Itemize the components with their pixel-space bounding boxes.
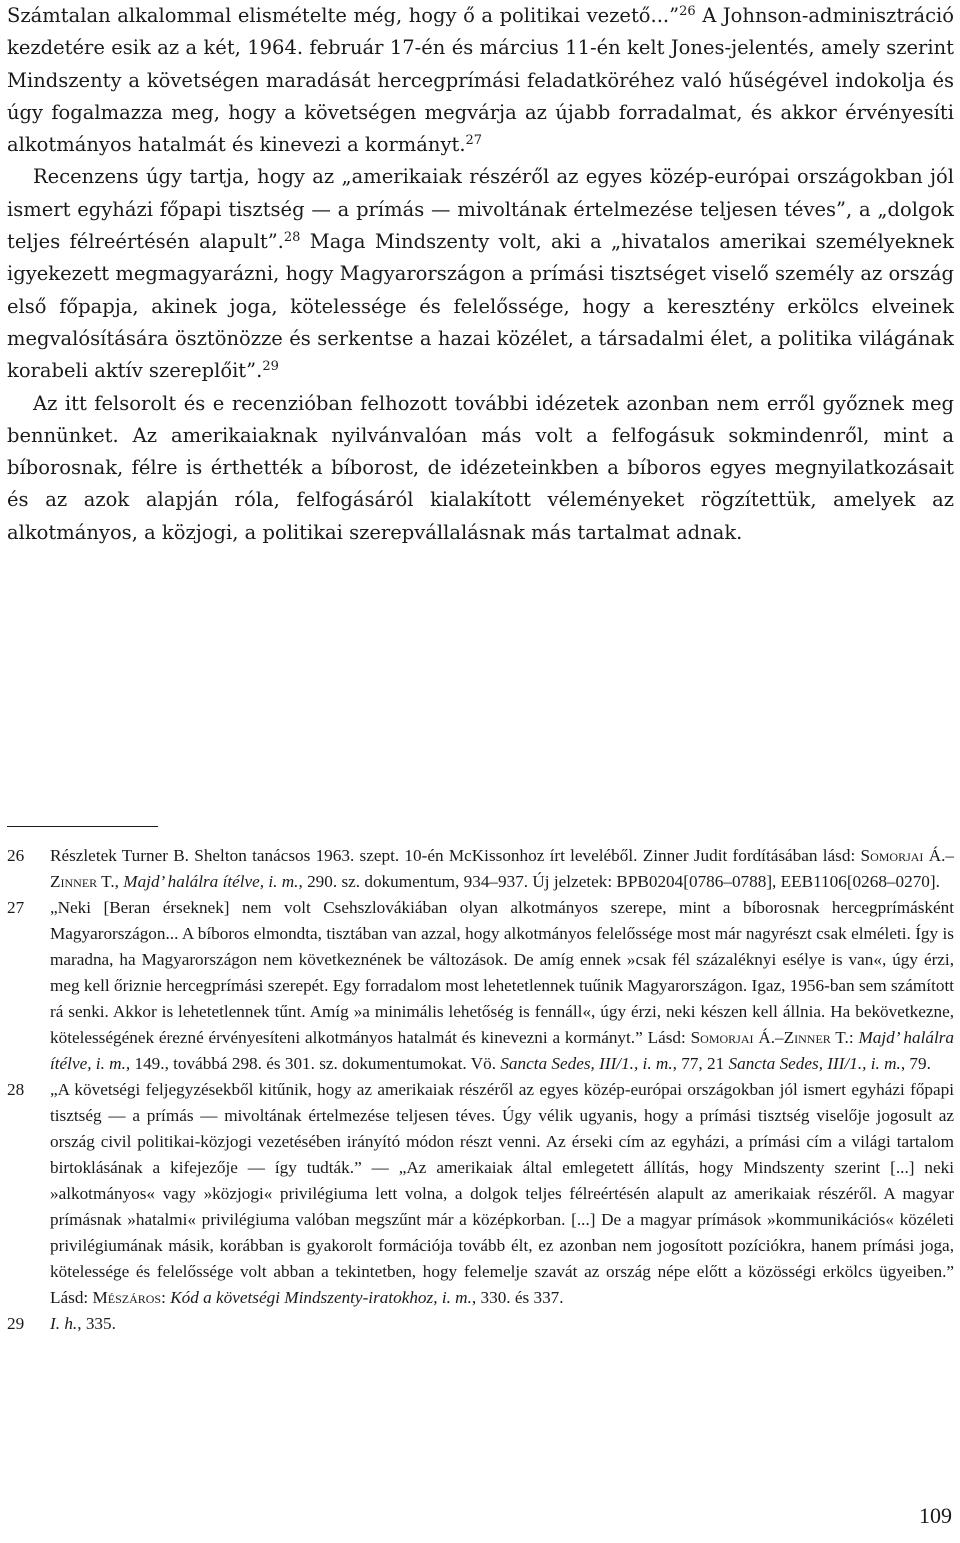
footnote-text: , 77, 21 [672, 1054, 729, 1073]
page-number: 109 [919, 1503, 952, 1528]
footnote-ref-27[interactable]: 27 [465, 133, 483, 149]
main-text [7, 0, 954, 549]
work-title: Sancta Sedes, III/1., i. m. [500, 1054, 673, 1073]
footnotes [7, 843, 954, 1337]
footnote-text: : [161, 1288, 171, 1307]
work-title: I. h. [50, 1314, 78, 1333]
work-title: Sancta Sedes, III/1., i. m. [728, 1054, 901, 1073]
footnote-text: Részletek Turner B. Shelton tanácsos 1963. szept. 10-én McKissonhoz írt leveléből. Zinner Judit fordításában lásd: [50, 846, 861, 865]
footnote-number: 28 [7, 1080, 25, 1099]
footnote-27 [7, 895, 954, 1077]
footnote-text: , 335. [77, 1314, 116, 1333]
paragraph-2-text-b: Maga Mindszenty volt, aki a „hivatalos amerikai személyeknek igyekezett megmagyarázni, hogy Magyarországon a prímási tisztséget viselő személy az ország első főpapja, akinek joga, kötelessége és felelőssége, hogy a keresztény erkölcs elveinek megvalósítására ösztönözze és serkentse a hazai közélet, a társadalmi élet, a politika világának korabeli aktív szereplőit”. [7, 230, 955, 383]
paragraph-1-text-b: A Johnson-adminisztráció kezdetére esik az a két, 1964. február 17-én és március 11-én kelt Jones-jelentés, amely szerint Mindszenty a követségen maradását hercegprímási feladatköréhez való hűségével indokolja és úgy fogalmazza meg, hogy a követségen megvárja az újabb forradalmat, és akkor érvényesíti alkotmányos hatalmát és kinevezi a kormányt. [7, 4, 954, 157]
work-title: Majd’ halálra ítélve, i. m. [123, 872, 299, 891]
footnote-text: „A követségi feljegyzésekből kitűnik, hogy az amerikaiak részéről az egyes közép-európai országokban jól ismert egyházi főpapi tisztség — a prímás — mivoltának értelmezése teljesen téves. Úgy vélik ugyanis, hogy a prímási tisztség viselője jogosult az ország civil politikai-közjogi vezetésében irányító módon részt venni. Az érseki cím az egyházi, a prímási cím a világi tartalom birtoklásának a kifejezője — így tudták.” — „Az amerikaiak által emlegetett állítás, hogy Mindszenty szerint [...] neki »alkotmányos« vagy »közjogi« privilégiuma lett volna, a dolgok teljes félreértésén alapult az amerikaiak részéről. A magyar prímásnak »hatalmi« privilégiuma valóban megszűnt már a középkorban. [...] De a magyar prímások »kommunikációs« közéleti privilégiumának másik, korábban is gyakorolt formációja tovább élt, ez azonban nem jogosított pozíciókra, hanem prímási joga, kötelessége és felelőssége volt abban a tekintetben, hogy felemelje szavát az ország népe előtt a közösségi erkölcs ügyeiben.” Lásd: [50, 1080, 954, 1307]
paragraph-1-text-a: Számtalan alkalommal elismételte még, hogy ő a politikai vezető...” [7, 4, 680, 27]
footnote-28 [7, 1077, 954, 1311]
footnote-ref-26[interactable]: 26 [679, 4, 696, 19]
author-name: Somorjai Á.–Zinner T. [50, 846, 954, 891]
footnote-text: 149., továbbá 298. és 301. sz. dokumentumokat. Vö. [130, 1054, 501, 1073]
paragraph-3: Az itt felsorolt és e recenzióban felhozott további idézetek azonban nem erről győznek meg bennünket. Az amerikaiaknak nyilvánvalóan más volt a felfogásuk sokmindenről, mint a bíborosnak, félre is érthették a bíborost, de idézeteinkben a bíboros egyes megnyilatkozásait és az azok alapján róla, felfogásáról kialakított véleményeket rögzítettük, amelyek az alkotmányos, a közjogi, a politikai szerepvállalásnak más tartalmat adnak. [7, 391, 954, 544]
document-page [7, 0, 955, 1333]
paragraph-1 [7, 0, 954, 161]
footnote-text: , 330. és 337. [471, 1288, 564, 1307]
footnote-text: , 290. sz. dokumentum, 934–937. Új jelzetek: BPB0204[0786–0788], EEB1106[0268–0270]. [298, 872, 940, 891]
footnote-26 [7, 843, 954, 895]
author-name: Mészáros [92, 1288, 162, 1307]
footnote-text: „Neki [Beran érseknek] nem volt Csehszlovákiában olyan alkotmányos szerepe, mint a bíborosnak hercegprímásként Magyarországon... A bíboros elmondta, tisztában van azzal, hogy alkotmányos felelőssége most már nagyrészt csak elméleti. Így is maradna, ha Magyarországon nem következnének be változások. De amíg ennek »csak fél százaléknyi esélye is van«, úgy érzi, meg kell őriznie hercegprímási szerepét. Egy forradalom most lehetetlennek tuűnik Magyarországon. Igaz, 1956-ban sem számított rá senki. Akkor is lehetetlennek tűnt. Amíg »a minimális lehetőség is fennáll«, úgy érzi, neki készen kell állnia. Ha bekövetkezne, kötelességének érezné érvényesíteni alkotmányos hatalmát és kinevezni a kormányt.” Lásd: [50, 898, 954, 1047]
footnote-number: 27 [7, 898, 25, 917]
paragraph-2 [7, 161, 954, 387]
work-title: Kód a követségi Mindszenty-iratokhoz, i. m. [170, 1288, 472, 1307]
author-name: Somorjai Á.–Zinner T. [690, 1028, 849, 1047]
footnote-ref-29[interactable]: 29 [262, 359, 279, 375]
footnote-divider [7, 826, 158, 827]
footnote-text: , 79. [900, 1054, 931, 1073]
footnote-text: , [114, 872, 124, 891]
paragraph-2-text-a: Recenzens úgy tartja, hogy az „amerikaiak részéről az egyes közép-európai országokban jól ismert egyházi főpapi tisztség — a prímás — mivoltának értelmezése teljesen téves”, a „dolgok teljes félreértésén alapult”. [7, 165, 954, 254]
work-title: Majd’ halálra ítélve, i. m., [50, 1028, 954, 1073]
footnote-number: 26 [7, 846, 25, 865]
footnote-number: 29 [7, 1314, 25, 1333]
footnote-ref-28[interactable]: 28 [283, 230, 301, 246]
footnote-text: : [848, 1028, 859, 1047]
footnote-29 [7, 1311, 954, 1337]
